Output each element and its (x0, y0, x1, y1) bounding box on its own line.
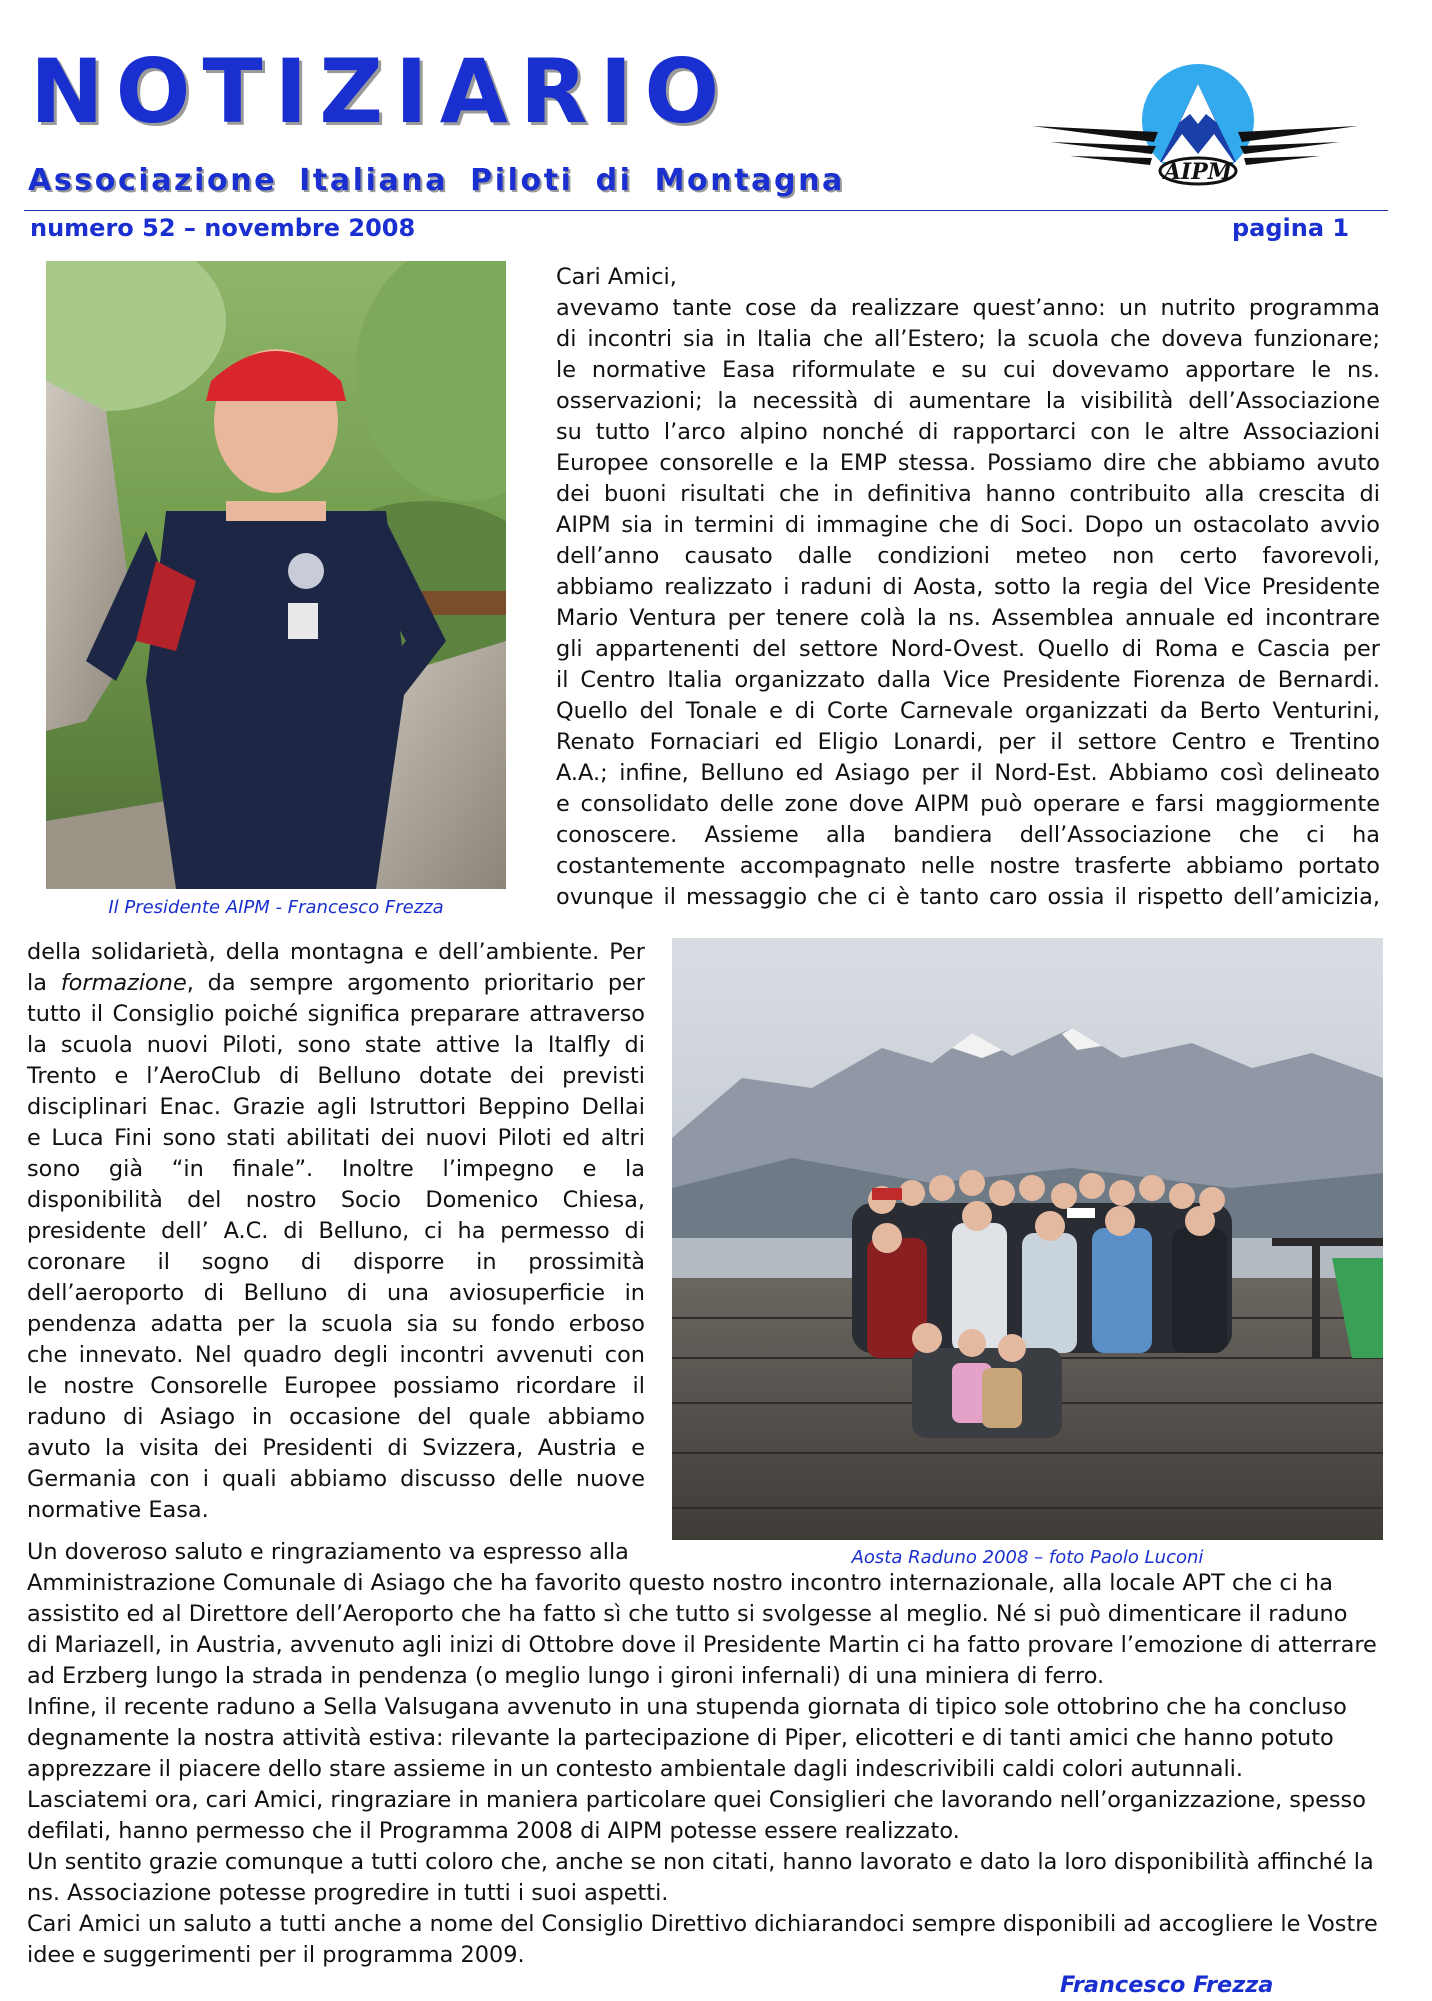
text-line: tutto il Consiglio poiché significa preparare attraverso (27, 1001, 645, 1027)
aipm-logo (1030, 58, 1360, 198)
text-line: Infine, il recente raduno a Sella Valsugana avvenuto in una stupenda giornata di tipico sole ottobrino che ha concluso (27, 1694, 1347, 1720)
newsletter-title: NOTIZIARIO (30, 40, 732, 143)
text-line: avuto la visita dei Presidenti di Svizzera, Austria e (27, 1435, 645, 1461)
text-line: degnamente la nostra attività estiva: rilevante la partecipazione di Piper, elicotteri e di tanti amici che hanno potuto (27, 1725, 1334, 1751)
text-line: e Luca Fini sono stati abilitati dei nuovi Piloti ed altri (27, 1125, 645, 1151)
text-line: Un sentito grazie comunque a tutti coloro che, anche se non citati, hanno lavorato e dato la loro disponibilità affinché la (27, 1849, 1374, 1875)
text-line: ad Erzberg lungo la strada in pendenza (o meglio lungo i gironi infernali) di una miniera di ferro. (27, 1663, 1105, 1689)
text-line: Amministrazione Comunale di Asiago che ha favorito questo nostro incontro internazionale, alla locale APT che ci ha (27, 1570, 1333, 1596)
text-line: dell’aeroporto di Belluno di una aviosuperficie in (27, 1280, 645, 1306)
text-line: AIPM sia in termini di immagine che di Soci. Dopo un ostacolato avvio (556, 512, 1380, 538)
text-line: gli appartenenti del settore Nord-Ovest. Quello di Roma e Cascia per (556, 636, 1380, 662)
group-photo (672, 938, 1383, 1540)
text-line: Un doveroso saluto e ringraziamento va espresso alla (27, 1539, 629, 1565)
text-line: presidente dell’ A.C. di Belluno, ci ha permesso di (27, 1218, 645, 1244)
text-line: sono già “in finale”. Inoltre l’impegno e la (27, 1156, 645, 1182)
text-line: dell’anno causato dalle condizioni meteo non certo favorevoli, (556, 543, 1380, 569)
text-line: defilati, hanno permesso che il Programma 2008 di AIPM potesse essere realizzato. (27, 1818, 960, 1844)
text-line: di incontri sia in Italia che all’Estero; la scuola che doveva funzionare; (556, 326, 1380, 352)
text-line: idee e suggerimenti per il programma 2009. (27, 1942, 525, 1968)
text-fragment: , da sempre argomento prioritario per (186, 970, 646, 996)
president-photo (46, 261, 506, 889)
text-line: Trento e l’AeroClub di Belluno dotate dei previsti (27, 1063, 645, 1089)
text-line: Quello del Tonale e di Corte Carnevale organizzati da Berto Venturini, (556, 698, 1380, 724)
text-line: Cari Amici un saluto a tutti anche a nome del Consiglio Direttivo dichiarandoci sempre disponibili ad accogliere le Vostre (27, 1911, 1378, 1937)
text-line: coronare il sogno di disporre in prossimità (27, 1249, 645, 1275)
text-line: pendenza adatta per la scuola sia su fondo erboso (27, 1311, 645, 1337)
text-line: su tutto l’arco alpino nonché di rapportarci con le altre Associazioni (556, 419, 1380, 445)
header-divider (24, 210, 1388, 211)
letter-middle (27, 937, 645, 1526)
text-line: Renato Fornaciari ed Eligio Lonardi, per il settore Centro e Trentino (556, 729, 1380, 755)
group-photo-caption: Aosta Raduno 2008 – foto Paolo Luconi (851, 1547, 1204, 1568)
text-line: dei buoni risultati che in definitiva hanno contribuito alla crescita di (556, 481, 1380, 507)
text-line: avevamo tante cose da realizzare quest’anno: un nutrito programma (556, 295, 1380, 321)
text-line: il Centro Italia organizzato dalla Vice Presidente Fiorenza de Bernardi. (556, 667, 1380, 693)
text-line: abbiamo realizzato i raduni di Aosta, sotto la regia del Vice Presidente (556, 574, 1380, 600)
text-line: le normative Easa riformulate e su cui dovevamo apportare le ns. (556, 357, 1380, 383)
text-line: la scuola nuovi Piloti, sono state attive la Italfly di (27, 1032, 645, 1058)
text-line: di Mariazell, in Austria, avvenuto agli inizi di Ottobre dove il Presidente Martin ci ha fatto provare l’emozione di atterrare (27, 1632, 1377, 1658)
text-line: Germania con i quali abbiamo discusso delle nuove (27, 1466, 645, 1492)
page-number: pagina 1 (1232, 214, 1350, 242)
text-line: ns. Associazione potesse progredire in tutti i suoi aspetti. (27, 1880, 669, 1906)
president-photo-caption: Il Presidente AIPM - Francesco Frezza (108, 897, 444, 918)
text-line: apprezzare il piacere dello stare assieme in un contesto ambientale dagli indescrivibili caldi colori autunnali. (27, 1756, 1244, 1782)
text-fragment: la (27, 970, 47, 996)
logo-text: AIPM (1163, 159, 1233, 185)
text-line (27, 968, 645, 999)
association-name: Associazione Italiana Piloti di Montagna (28, 163, 845, 198)
text-line: ovunque il messaggio che ci è tanto caro ossia il rispetto dell’amicizia, (556, 884, 1380, 910)
text-line: e consolidato delle zone dove AIPM può operare e farsi maggiormente (556, 791, 1380, 817)
text-emphasis: formazione (60, 970, 187, 996)
text-line: raduno di Asiago in occasione del quale abbiamo (27, 1404, 645, 1430)
text-line: A.A.; infine, Belluno ed Asiago per il Nord-Est. Abbiamo così delineato (556, 760, 1380, 786)
text-line: Europee consorelle e la EMP stessa. Possiamo dire che abbiamo avuto (556, 450, 1380, 476)
text-line: Cari Amici, (556, 264, 677, 290)
text-line: che innevato. Nel quadro degli incontri avvenuti con (27, 1342, 645, 1368)
text-line: assistito ed al Direttore dell’Aeroporto che ha fatto sì che tutto si svolgesse al meglio. Né si può dimenticare il raduno (27, 1601, 1348, 1627)
text-line: le nostre Consorelle Europee possiamo ricordare il (27, 1373, 645, 1399)
letter-intro (556, 262, 1380, 913)
issue-number: numero 52 – novembre 2008 (30, 214, 416, 242)
text-line: Lasciatemi ora, cari Amici, ringraziare in maniera particolare quei Consiglieri che lavorando nell’organizzazione, spesso (27, 1787, 1366, 1813)
signature: Francesco Frezza (1060, 1972, 1274, 1998)
text-line: disciplinari Enac. Grazie agli Istruttori Beppino Dellai (27, 1094, 645, 1120)
text-line: osservazioni; la necessità di aumentare la visibilità dell’Associazione (556, 388, 1380, 414)
letter-closing (27, 1568, 1412, 1971)
text-line: costantemente accompagnato nelle nostre trasferte abbiamo portato (556, 853, 1380, 879)
text-line: disponibilità del nostro Socio Domenico Chiesa, (27, 1187, 645, 1213)
text-line: normative Easa. (27, 1497, 209, 1523)
text-line: della solidarietà, della montagna e dell’ambiente. Per (27, 939, 645, 965)
text-line: Mario Ventura per tenere colà la ns. Assemblea annuale ed incontrare (556, 605, 1380, 631)
text-line: conoscere. Assieme alla bandiera dell’Associazione che ci ha (556, 822, 1380, 848)
